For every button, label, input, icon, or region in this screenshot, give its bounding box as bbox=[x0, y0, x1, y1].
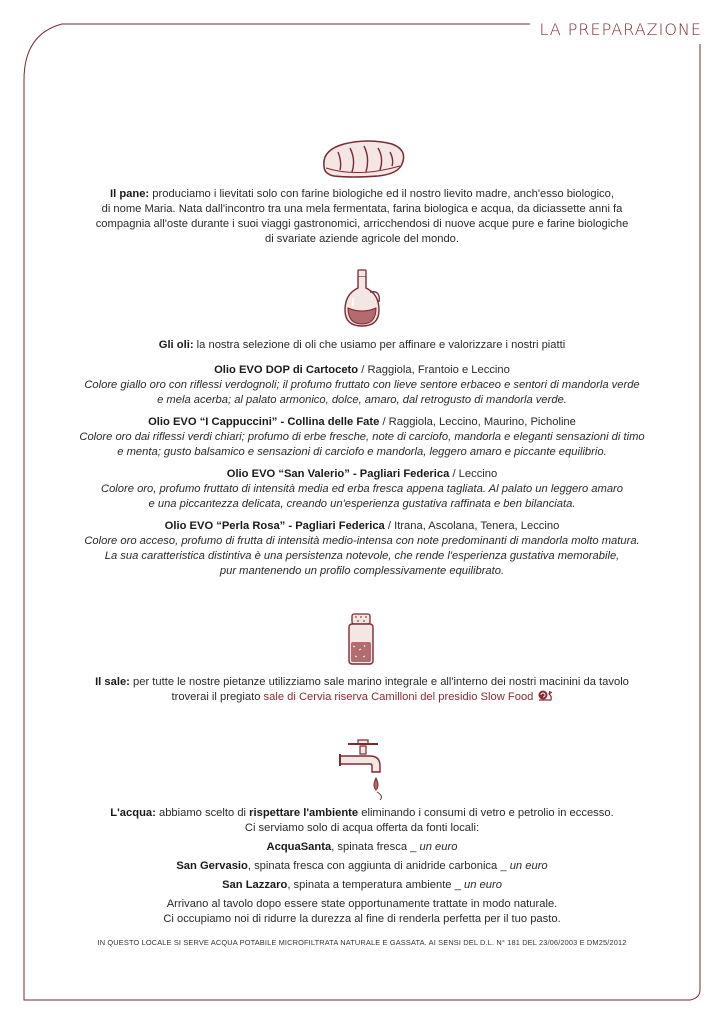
oil-cultivars: / Raggiola, Frantoio e Leccino bbox=[358, 364, 510, 376]
water-item-san-lazzaro bbox=[60, 878, 664, 893]
bread-section bbox=[60, 187, 664, 247]
water-closing-2: Ci occupiamo noi di ridurre la durezza al fine di renderla perfetta per il tuo pasto. bbox=[163, 913, 561, 925]
bread-line-2: di nome Maria. Nata dall'incontro tra una mela fermentata, farina biologica e acqua, da diciassette anni fa bbox=[101, 203, 623, 215]
oil-description bbox=[60, 534, 664, 579]
water-item-acquasanta bbox=[60, 840, 664, 855]
oil-description bbox=[60, 482, 664, 512]
oils-section bbox=[60, 338, 664, 586]
bread-text bbox=[60, 187, 664, 247]
oil-cultivars: / Leccino bbox=[449, 468, 498, 480]
oil-item-cartoceto bbox=[60, 363, 664, 408]
water-section bbox=[60, 806, 664, 927]
bread-line-1: produciamo i lievitati solo con farine biologiche ed il nostro lievito madre, anch'esso biologico, bbox=[149, 188, 614, 200]
water-tap-icon bbox=[336, 738, 390, 800]
bread-icon bbox=[318, 136, 408, 182]
oil-name: Olio EVO “Perla Rosa” - Pagliari Federica bbox=[164, 520, 385, 532]
oil-cultivars: / Itrana, Ascolana, Tenera, Leccino bbox=[384, 520, 560, 532]
oil-item-cappuccini bbox=[60, 415, 664, 460]
oils-intro bbox=[60, 338, 664, 353]
oil-desc-line: La sua caratteristica distintiva è una persistenza notevole, che rende l'esperienza gustativa memorabile, bbox=[104, 550, 620, 562]
salt-section bbox=[60, 675, 664, 705]
oil-cultivars: / Raggiola, Leccino, Maurino, Picholine bbox=[379, 416, 576, 428]
salt-label: Il sale: bbox=[95, 676, 130, 688]
salt-line-2: troverai il pregiato bbox=[171, 691, 264, 703]
bread-label: Il pane: bbox=[110, 188, 150, 200]
oil-item-san-valerio bbox=[60, 467, 664, 512]
oil-desc-line: e mela acerba; al palato armonico, dolce, amaro, dal retrogusto di mandorla verde. bbox=[157, 394, 567, 406]
water-line-1-bold: rispettare l'ambiente bbox=[249, 807, 359, 819]
bread-line-4: di svariate aziende agricole del mondo. bbox=[264, 233, 460, 245]
oil-desc-line: Colore giallo oro con riflessi verdognoli; il profumo fruttato con lieve sentore erbaceo e sentori di mandorla verde bbox=[84, 379, 640, 391]
oil-desc-line: pur mantenendo un profilo complessivamente equilibrato. bbox=[219, 565, 505, 577]
oils-intro-text: la nostra selezione di oli che usiamo per affinare e valorizzare i nostri piatti bbox=[193, 339, 566, 351]
oil-cruet-icon bbox=[339, 268, 385, 330]
water-desc: , spinata fresca con aggiunta di anidride carbonica _ bbox=[247, 860, 510, 872]
oil-name: Olio EVO “I Cappuccini” - Collina delle Fate bbox=[148, 416, 380, 428]
oil-description bbox=[60, 378, 664, 408]
water-price: un euro bbox=[419, 841, 458, 853]
water-line-1-post: eliminando i consumi di vetro e petrolio in eccesso. bbox=[358, 807, 614, 819]
water-item-san-gervasio bbox=[60, 859, 664, 874]
oil-name: Olio EVO “San Valerio” - Pagliari Federica bbox=[226, 468, 450, 480]
water-name: AcquaSanta bbox=[266, 841, 332, 853]
oils-label: Gli oli: bbox=[158, 339, 194, 351]
bread-line-3: compagnia all'oste durante i suoi viaggi gastronomici, arricchendosi di nuove acque pure e farine biologiche bbox=[95, 218, 629, 230]
salt-highlight: sale di Cervia riserva Camilloni del presidio Slow Food bbox=[263, 691, 534, 703]
salt-text bbox=[60, 675, 664, 705]
legal-footer: IN QUESTO LOCALE SI SERVE ACQUA POTABILE MICROFILTRATA NATURALE E GASSATA. AI SENSI DEL D.L. N° 181 DEL 23/06/2003 E DM25/2012 bbox=[97, 938, 627, 947]
water-closing-1: Arrivano al tavolo dopo essere state opportunamente trattate in modo naturale. bbox=[166, 898, 558, 910]
oil-description bbox=[60, 430, 664, 460]
water-desc: , spinata a temperatura ambiente _ bbox=[287, 879, 464, 891]
oil-desc-line: e una piccantezza delicata, creando un'esperienza gustativa raffinata e ben bilanciata. bbox=[148, 498, 576, 510]
oil-name: Olio EVO DOP di Cartoceto bbox=[214, 364, 359, 376]
salt-shaker-icon bbox=[344, 612, 378, 668]
oil-desc-line: e menta; gusto balsamico e sensazioni di carciofo e mandorla, leggero amaro e piccante equilibrio. bbox=[117, 446, 607, 458]
water-name: San Lazzaro bbox=[222, 879, 288, 891]
oil-desc-line: Colore oro dai riflessi verdi chiari; profumo di erbe fresche, note di carciofo, mandorla e eleganti sensazioni di timo bbox=[79, 431, 645, 443]
water-line-1-pre: abbiamo scelto di bbox=[155, 807, 250, 819]
water-line-2: Ci serviamo solo di acqua offerta da fonti locali: bbox=[244, 822, 480, 834]
water-price: un euro bbox=[463, 879, 502, 891]
oil-desc-line: Colore oro, profumo fruttato di intensità media ed erba fresca appena tagliata. Al palato un leggero amaro bbox=[101, 483, 623, 495]
slow-food-snail-icon bbox=[537, 690, 553, 701]
oil-desc-line: Colore oro acceso, profumo di frutta di intensità medio-intensa con note predominanti di mandorla molto matura. bbox=[84, 535, 640, 547]
oil-item-perla-rosa bbox=[60, 519, 664, 579]
water-closing bbox=[60, 897, 664, 927]
water-price: un euro bbox=[509, 860, 548, 872]
salt-line-1: per tutte le nostre pietanze utilizziamo sale marino integrale e all'interno dei nostri macinini da tavolo bbox=[129, 676, 629, 688]
water-name: San Gervasio bbox=[176, 860, 248, 872]
page-title: LA PREPARAZIONE bbox=[539, 20, 702, 39]
water-label: L'acqua: bbox=[110, 807, 156, 819]
water-desc: , spinata fresca _ bbox=[331, 841, 420, 853]
water-intro bbox=[60, 806, 664, 836]
